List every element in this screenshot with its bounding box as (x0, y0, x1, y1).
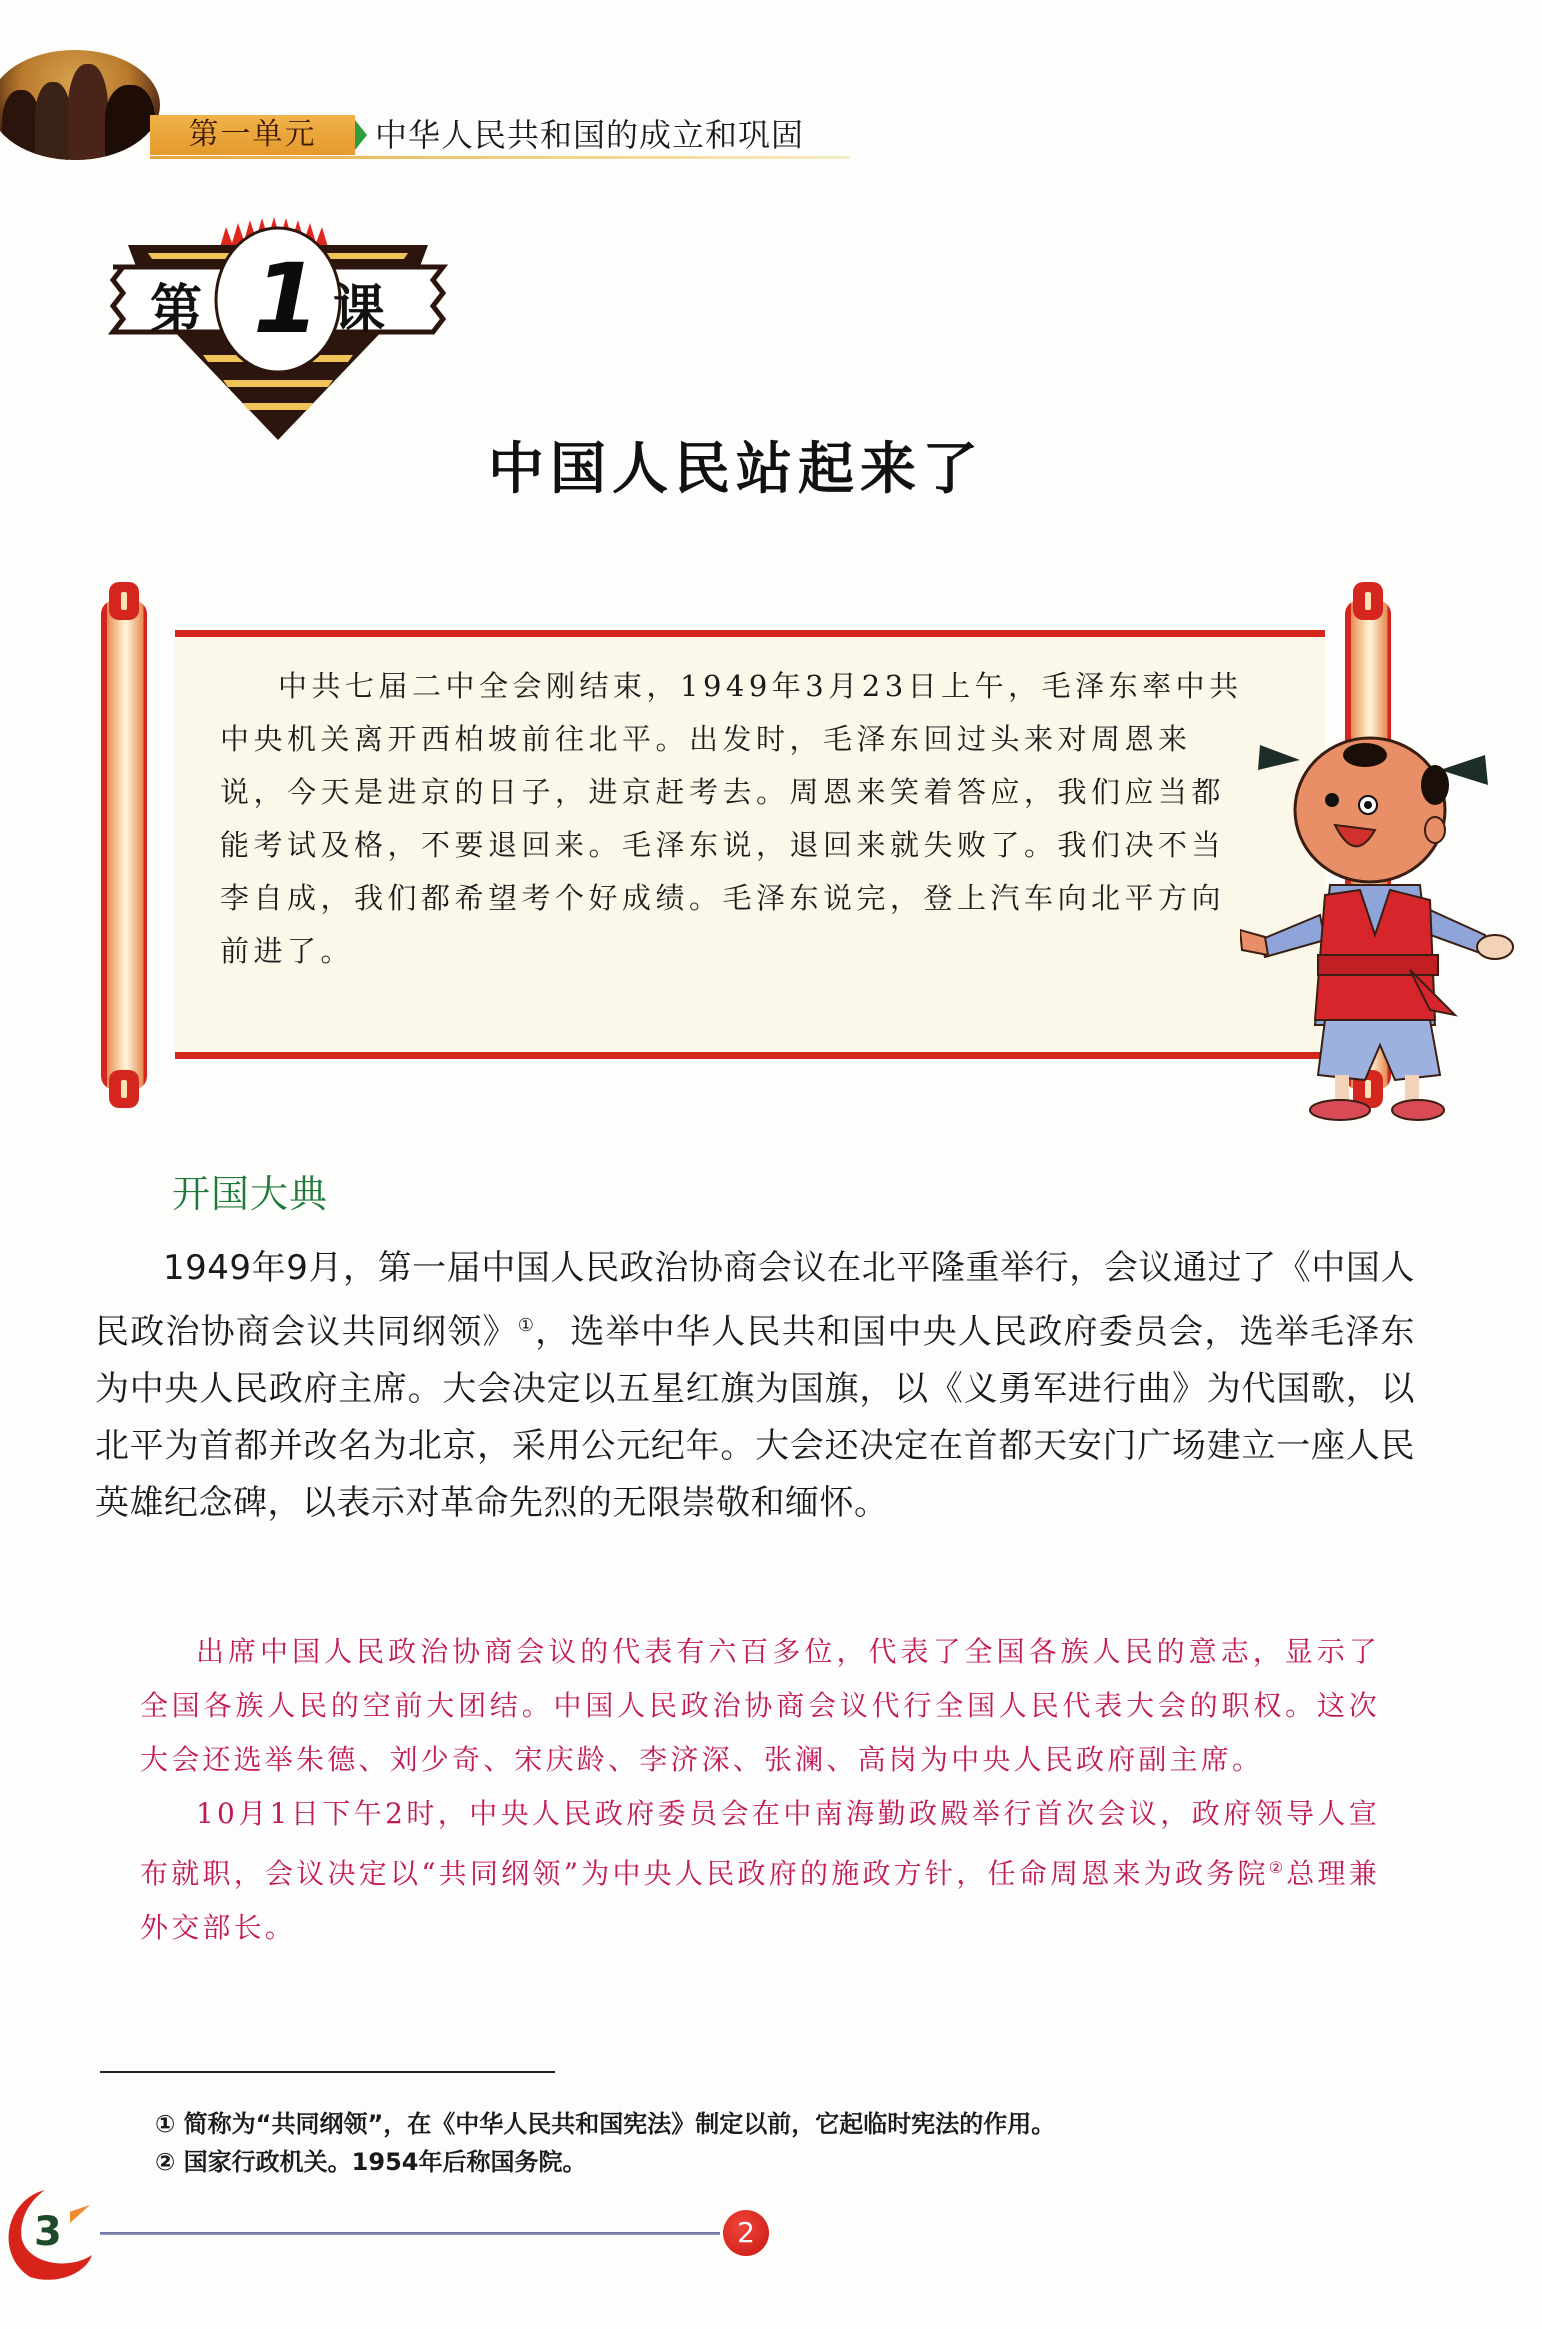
cartoon-child-illustration-icon (1240, 725, 1520, 1125)
note-paragraph-1: 出席中国人民政治协商会议的代表有六百多位，代表了全国各族人民的意志，显示了全国各族人民的空前大团结。中国人民政治协商会议代行全国人民代表大会的职权。这次大会还选举朱德、刘少奇、宋庆龄、李济深、张澜、高岗为中央人民政府副主席。 (140, 1635, 1380, 1776)
unit-label: 第一单元 (150, 115, 355, 155)
lesson-number: 1 (253, 243, 320, 355)
paragraph-text-part1: 1949年9月，第一届中国人民政治协商会议在北平隆重举行，会议通过了《中国人民政治协商会议共同纲领》 (95, 1248, 1415, 1352)
scroll-roller-left-icon (101, 600, 147, 1090)
footnote-reference-1[interactable]: ① (517, 1315, 536, 1336)
section-heading: 开国大典 (172, 1172, 329, 1216)
lesson-title: 中国人民站起来了 (488, 436, 984, 502)
paragraph-text-part2: ，选举中华人民共和国中央人民政府委员会，选举毛泽东为中央人民政府主席。大会决定以五星红旗为国旗，以《义勇军进行曲》为代国歌，以北平为首都并改名为北京，采用公元纪年。大会还决定在首都天安门广场建立一座人民英雄纪念碑，以表示对革命先烈的无限崇敬和缅怀。 (95, 1312, 1416, 1523)
section-paragraph (95, 1240, 1415, 1532)
footer-divider (100, 2232, 720, 2235)
footnote-reference-2[interactable]: ② (1268, 1858, 1287, 1877)
header-divider (150, 156, 850, 159)
footnote-1: ① 简称为“共同纲领”，在《中华人民共和国宪法》制定以前，它起临时宪法的作用。 (155, 2110, 1056, 2138)
unit-header-photo (0, 50, 160, 160)
lesson-prefix: 第 (150, 279, 203, 340)
unit-title: 中华人民共和国的成立和巩固 (375, 116, 805, 154)
note-paragraph-2 (140, 1787, 1380, 1955)
svg-text:3: 3 (34, 2209, 62, 2255)
story-text: 中共七届二中全会刚结束，1949年3月23日上午，毛泽东率中共中央机关离开西柏坡前往北平。出发时，毛泽东回过头来对周恩来说，今天是进京的日子，进京赶考去。周恩来笑着答应，我们应当都能考试及格，不要退回来。毛泽东说，退回来就失败了。我们决不当李自成，我们都希望考个好成绩。毛泽东说完，登上汽车向北平方向前进了。 (220, 669, 1243, 968)
supplementary-note (140, 1625, 1380, 1955)
note-text-part2: 总理兼外交部长。 (140, 1857, 1380, 1944)
page-number-badge: 2 (723, 2210, 769, 2256)
note-text-part1: 10月1日下午2时，中央人民政府委员会在中南海勤政殿举行首次会议，政府领导人宣布就职，会议决定以“共同纲领”为中央人民政府的施政方针，任命周恩来为政务院 (140, 1797, 1380, 1890)
lesson-suffix: 课 (333, 279, 386, 340)
chevron-right-icon (355, 120, 367, 150)
story-scroll (95, 590, 1415, 1110)
footnotes (155, 2105, 1055, 2181)
footnote-divider (100, 2071, 555, 2073)
publisher-logo-icon (0, 2185, 95, 2285)
lesson-badge (108, 205, 448, 445)
unit-header (0, 50, 850, 160)
footnote-2: ② 国家行政机关。1954年后称国务院。 (155, 2148, 587, 2176)
